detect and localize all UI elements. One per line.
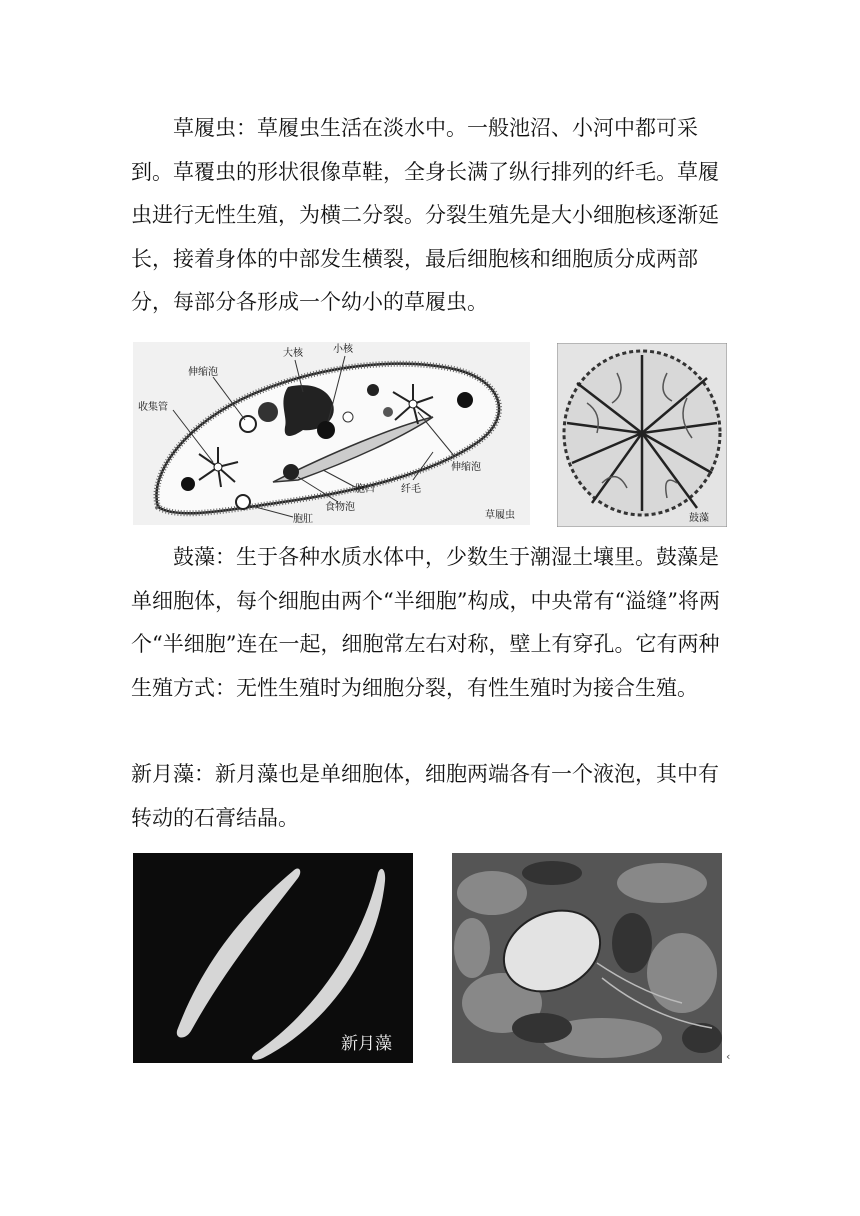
label-contractile-vacuole-right: 伸缩泡 xyxy=(451,462,481,473)
paramecium-caption: 草履虫 xyxy=(485,510,515,521)
desmid-micrograph xyxy=(557,343,727,527)
page-edge-mark: ‹ xyxy=(726,1050,731,1063)
label-oral-groove: 胞口 xyxy=(355,484,375,495)
label-contractile-vacuole-top: 伸缩泡 xyxy=(188,367,218,378)
closterium-micrograph xyxy=(133,853,413,1063)
label-food-vacuole: 食物泡 xyxy=(325,502,355,513)
paramecium-diagram xyxy=(133,342,530,525)
closterium-caption: 新月藻 xyxy=(341,1034,392,1054)
label-anal-pore: 胞肛 xyxy=(293,514,313,525)
paragraph-closterium: 新月藻：新月藻也是单细胞体，细胞两端各有一个液泡，其中有转动的石膏结晶。 xyxy=(131,762,719,830)
label-macronucleus: 大核 xyxy=(283,348,303,359)
desmid-caption: 鼓藻 xyxy=(689,513,709,524)
label-cilia: 纤毛 xyxy=(401,484,421,495)
sem-micrograph xyxy=(452,853,722,1063)
paragraph-paramecium: 草履虫：草履虫生活在淡水中。一般池沼、小河中都可采到。草覆虫的形状很像草鞋，全身长满了纵行排列的纤毛。草履虫进行无性生殖，为横二分裂。分裂生殖先是大小细胞核逐渐延长，接着身体的中部发生横裂，最后细胞核和细胞质分成两部分，每部分各形成一个幼小的草履虫。 xyxy=(131,116,719,315)
label-micronucleus: 小核 xyxy=(333,344,353,355)
paragraph-desmid: 鼓藻：生于各种水质水体中，少数生于潮湿土壤里。鼓藻是单细胞体，每个细胞由两个“半细胞”构成，中央常有“溢缝”将两个“半细胞”连在一起，细胞常左右对称，壁上有穿孔。它有两种生殖方式：无性生殖时为细胞分裂，有性生殖时为接合生殖。 xyxy=(131,545,720,700)
label-collecting-canal: 收集管 xyxy=(138,402,168,413)
